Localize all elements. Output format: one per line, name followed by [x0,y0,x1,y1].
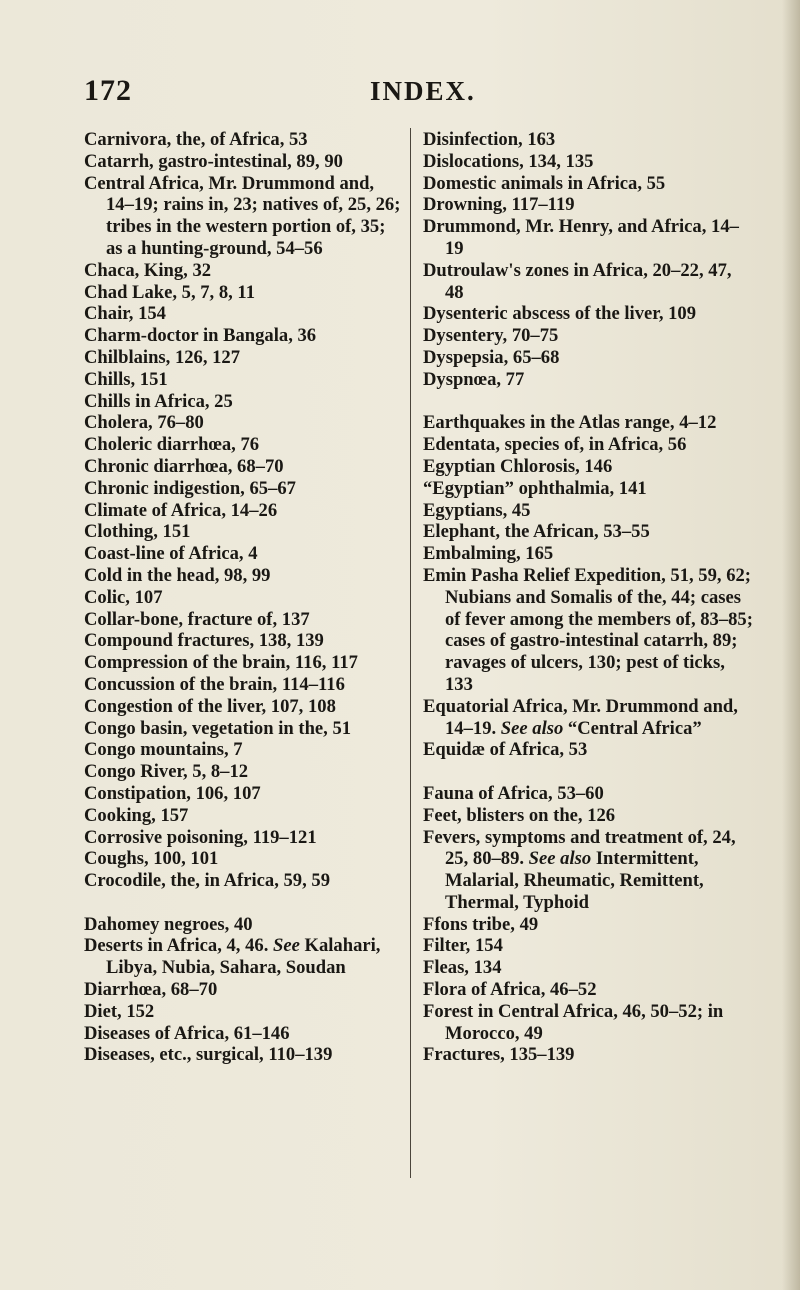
index-entry [423,805,753,827]
entry-text: Compound fractures, 138, 139 [84,630,324,652]
entry-text: Intermittent, Malarial, Rheumatic, Remittent, Thermal, Typhoid [445,848,704,913]
index-entry [84,391,406,413]
index-entry [84,979,406,1001]
entry-text: Edentata, species of, in Africa, 56 [423,434,687,456]
entry-text: Dahomey negroes, 40 [84,913,253,935]
entry-text: Fleas, 134 [423,957,502,979]
index-entry [423,914,753,936]
entry-text: Fevers, symptoms and treatment of, 24, 25, 80–89. [423,826,736,870]
cross-reference-label: See also [528,848,592,870]
index-entry [84,456,406,478]
entry-text: Congestion of the liver, 107, 108 [84,695,336,717]
index-entry [84,848,406,870]
index-entry [84,761,406,783]
entry-text: Elephant, the African, 53–55 [423,521,650,543]
entry-text: Chills, 151 [84,368,168,390]
index-entry [84,412,406,434]
entry-text: Ffons tribe, 49 [423,913,539,935]
entry-text: Fauna of Africa, 53–60 [423,782,604,804]
entry-text: Compression of the brain, 116, 117 [84,652,358,674]
index-entry [84,260,406,282]
entry-text: Congo basin, vegetation in the, 51 [84,717,352,739]
entry-text: Carnivora, the, of Africa, 53 [84,129,308,150]
entry-text: Coughs, 100, 101 [84,848,219,870]
page-title: INDEX. [370,76,476,106]
index-entry [423,696,753,740]
entry-text: Dislocations, 134, 135 [423,150,594,172]
entry-text: Coast-line of Africa, 4 [84,543,258,565]
entry-text: Diseases of Africa, 61–146 [84,1022,290,1044]
entry-text: Flora of Africa, 46–52 [423,979,597,1001]
entry-text: Congo River, 5, 8–12 [84,761,249,783]
index-entry [84,587,406,609]
entry-text: Catarrh, gastro-intestinal, 89, 90 [84,150,343,172]
entry-text: Collar-bone, fracture of, 137 [84,608,310,630]
entry-text: Concussion of the brain, 114–116 [84,673,345,695]
entry-text: Constipation, 106, 107 [84,782,261,804]
index-entry [423,369,753,391]
index-entry [423,194,753,216]
entry-text: Chad Lake, 5, 7, 8, 11 [84,281,255,303]
entry-text: Egyptian Chlorosis, 146 [423,455,613,477]
entry-text: Choleric diarrhœa, 76 [84,434,260,456]
index-entry [423,434,753,456]
entry-text: Corrosive poisoning, 119–121 [84,826,317,848]
entry-text: Fractures, 135–139 [423,1044,575,1066]
entry-text: Drummond, Mr. Henry, and Africa, 14–19 [423,216,739,259]
index-entry [423,1044,753,1066]
column-divider [410,128,411,1178]
entry-text: Dysenteric abscess of the liver, 109 [423,303,697,325]
index-entry [423,979,753,1001]
entry-text: Colic, 107 [84,586,163,608]
index-entry [423,412,753,434]
index-entry [423,216,753,260]
entry-text: Chilblains, 126, 127 [84,346,241,368]
page-edge-shadow [782,0,800,1290]
index-entry [84,1023,406,1045]
entry-text: Egyptians, 45 [423,499,531,521]
entry-text: Disinfection, 163 [423,129,556,150]
entry-text: “Egyptian” ophthalmia, 141 [423,477,647,499]
index-entry [84,914,406,936]
index-entry [84,303,406,325]
index-entry [84,129,406,151]
section-gap [423,761,753,783]
entry-text: Chills in Africa, 25 [84,390,233,412]
entry-text: Drowning, 117–119 [423,194,575,216]
index-entry [423,783,753,805]
entry-text: Chaca, King, 32 [84,259,212,281]
index-entry [84,652,406,674]
entry-text: Congo mountains, 7 [84,739,243,761]
section-gap [423,391,753,413]
index-entry [84,1044,406,1066]
entry-text: Dyspnœa, 77 [423,368,525,390]
index-entry [423,456,753,478]
entry-text: Dysentery, 70–75 [423,325,559,347]
cross-reference-label: See [273,935,300,957]
index-entry [84,870,406,892]
index-entry [84,1001,406,1023]
index-entry [84,739,406,761]
index-entry [84,173,406,260]
index-entry [84,282,406,304]
index-entry [423,173,753,195]
entry-text: Emin Pasha Relief Expedition, 51, 59, 62; Nubians and Somalis of the, 44; cases of fever among the members of, 83–85; cases of gastro-intestinal catarrh, 89; ravages of ulcers, 130; pest of ticks, 133 [423,564,753,695]
entry-text: Chronic indigestion, 65–67 [84,477,296,499]
index-entry [423,565,753,696]
index-entry [84,521,406,543]
entry-text: Cholera, 76–80 [84,412,204,434]
index-entry [423,478,753,500]
index-entry [84,478,406,500]
entry-text: Dyspepsia, 65–68 [423,346,560,368]
entry-text: Chronic diarrhœa, 68–70 [84,455,284,477]
index-entry [423,325,753,347]
index-entry [84,325,406,347]
cross-reference-label: See also [500,717,564,739]
entry-text: Cold in the head, 98, 99 [84,564,271,586]
entry-text: Forest in Central Africa, 46, 50–52; in Morocco, 49 [423,1000,724,1044]
index-entry [84,783,406,805]
entry-text: Clothing, 151 [84,521,191,543]
index-column-right [423,129,753,1066]
index-entry [423,303,753,325]
index-entry [84,696,406,718]
index-entry [84,434,406,456]
index-entry [423,347,753,369]
entry-text: Charm-doctor in Bangala, 36 [84,325,317,347]
entry-text: Earthquakes in the Atlas range, 4–12 [423,412,717,434]
page-header [0,74,800,114]
page-number: 172 [84,74,132,107]
index-entry [84,543,406,565]
index-entry [84,151,406,173]
index-column-left [84,129,406,1066]
section-gap [84,892,406,914]
index-entry [84,347,406,369]
entry-text: Diseases, etc., surgical, 110–139 [84,1044,333,1066]
index-entry [84,935,406,979]
entry-text: Diarrhœa, 68–70 [84,979,218,1001]
entry-text: Kalahari, Libya, Nubia, Sahara, Soudan [106,935,381,979]
entry-text: Equidæ of Africa, 53 [423,739,588,761]
index-entry [423,1001,753,1045]
index-entry [84,500,406,522]
index-entry [84,369,406,391]
index-entry [84,674,406,696]
index-entry [423,260,753,304]
index-entry [423,521,753,543]
entry-text: Deserts in Africa, 4, 46. [84,935,273,957]
index-entry [84,630,406,652]
entry-text: Central Africa, Mr. Drummond and, 14–19; rains in, 23; natives of, 25, 26; tribes in the western portion of, 35; as a hunting-ground, 54–56 [84,172,401,259]
entry-text: Climate of Africa, 14–26 [84,499,278,521]
index-entry [423,935,753,957]
entry-text: Embalming, 165 [423,543,554,565]
index-entry [423,500,753,522]
index-entry [84,565,406,587]
index-entry [84,718,406,740]
entry-text: Crocodile, the, in Africa, 59, 59 [84,870,330,892]
index-entry [84,827,406,849]
entry-text: Feet, blisters on the, 126 [423,804,616,826]
entry-text: Chair, 154 [84,303,166,325]
entry-text: Filter, 154 [423,935,503,957]
entry-text: Domestic animals in Africa, 55 [423,172,666,194]
index-entry [84,805,406,827]
entry-text: Cooking, 157 [84,804,189,826]
index-entry [423,543,753,565]
index-entry [423,827,753,914]
index-entry [423,957,753,979]
index-entry [423,151,753,173]
index-entry [423,739,753,761]
entry-text: Dutroulaw's zones in Africa, 20–22, 47, 48 [423,259,732,303]
entry-text: “Central Africa” [563,717,702,739]
index-entry [423,129,753,151]
index-entry [84,609,406,631]
entry-text: Diet, 152 [84,1000,155,1022]
entry-text: Equatorial Africa, Mr. Drummond and, 14–19. [423,695,738,739]
